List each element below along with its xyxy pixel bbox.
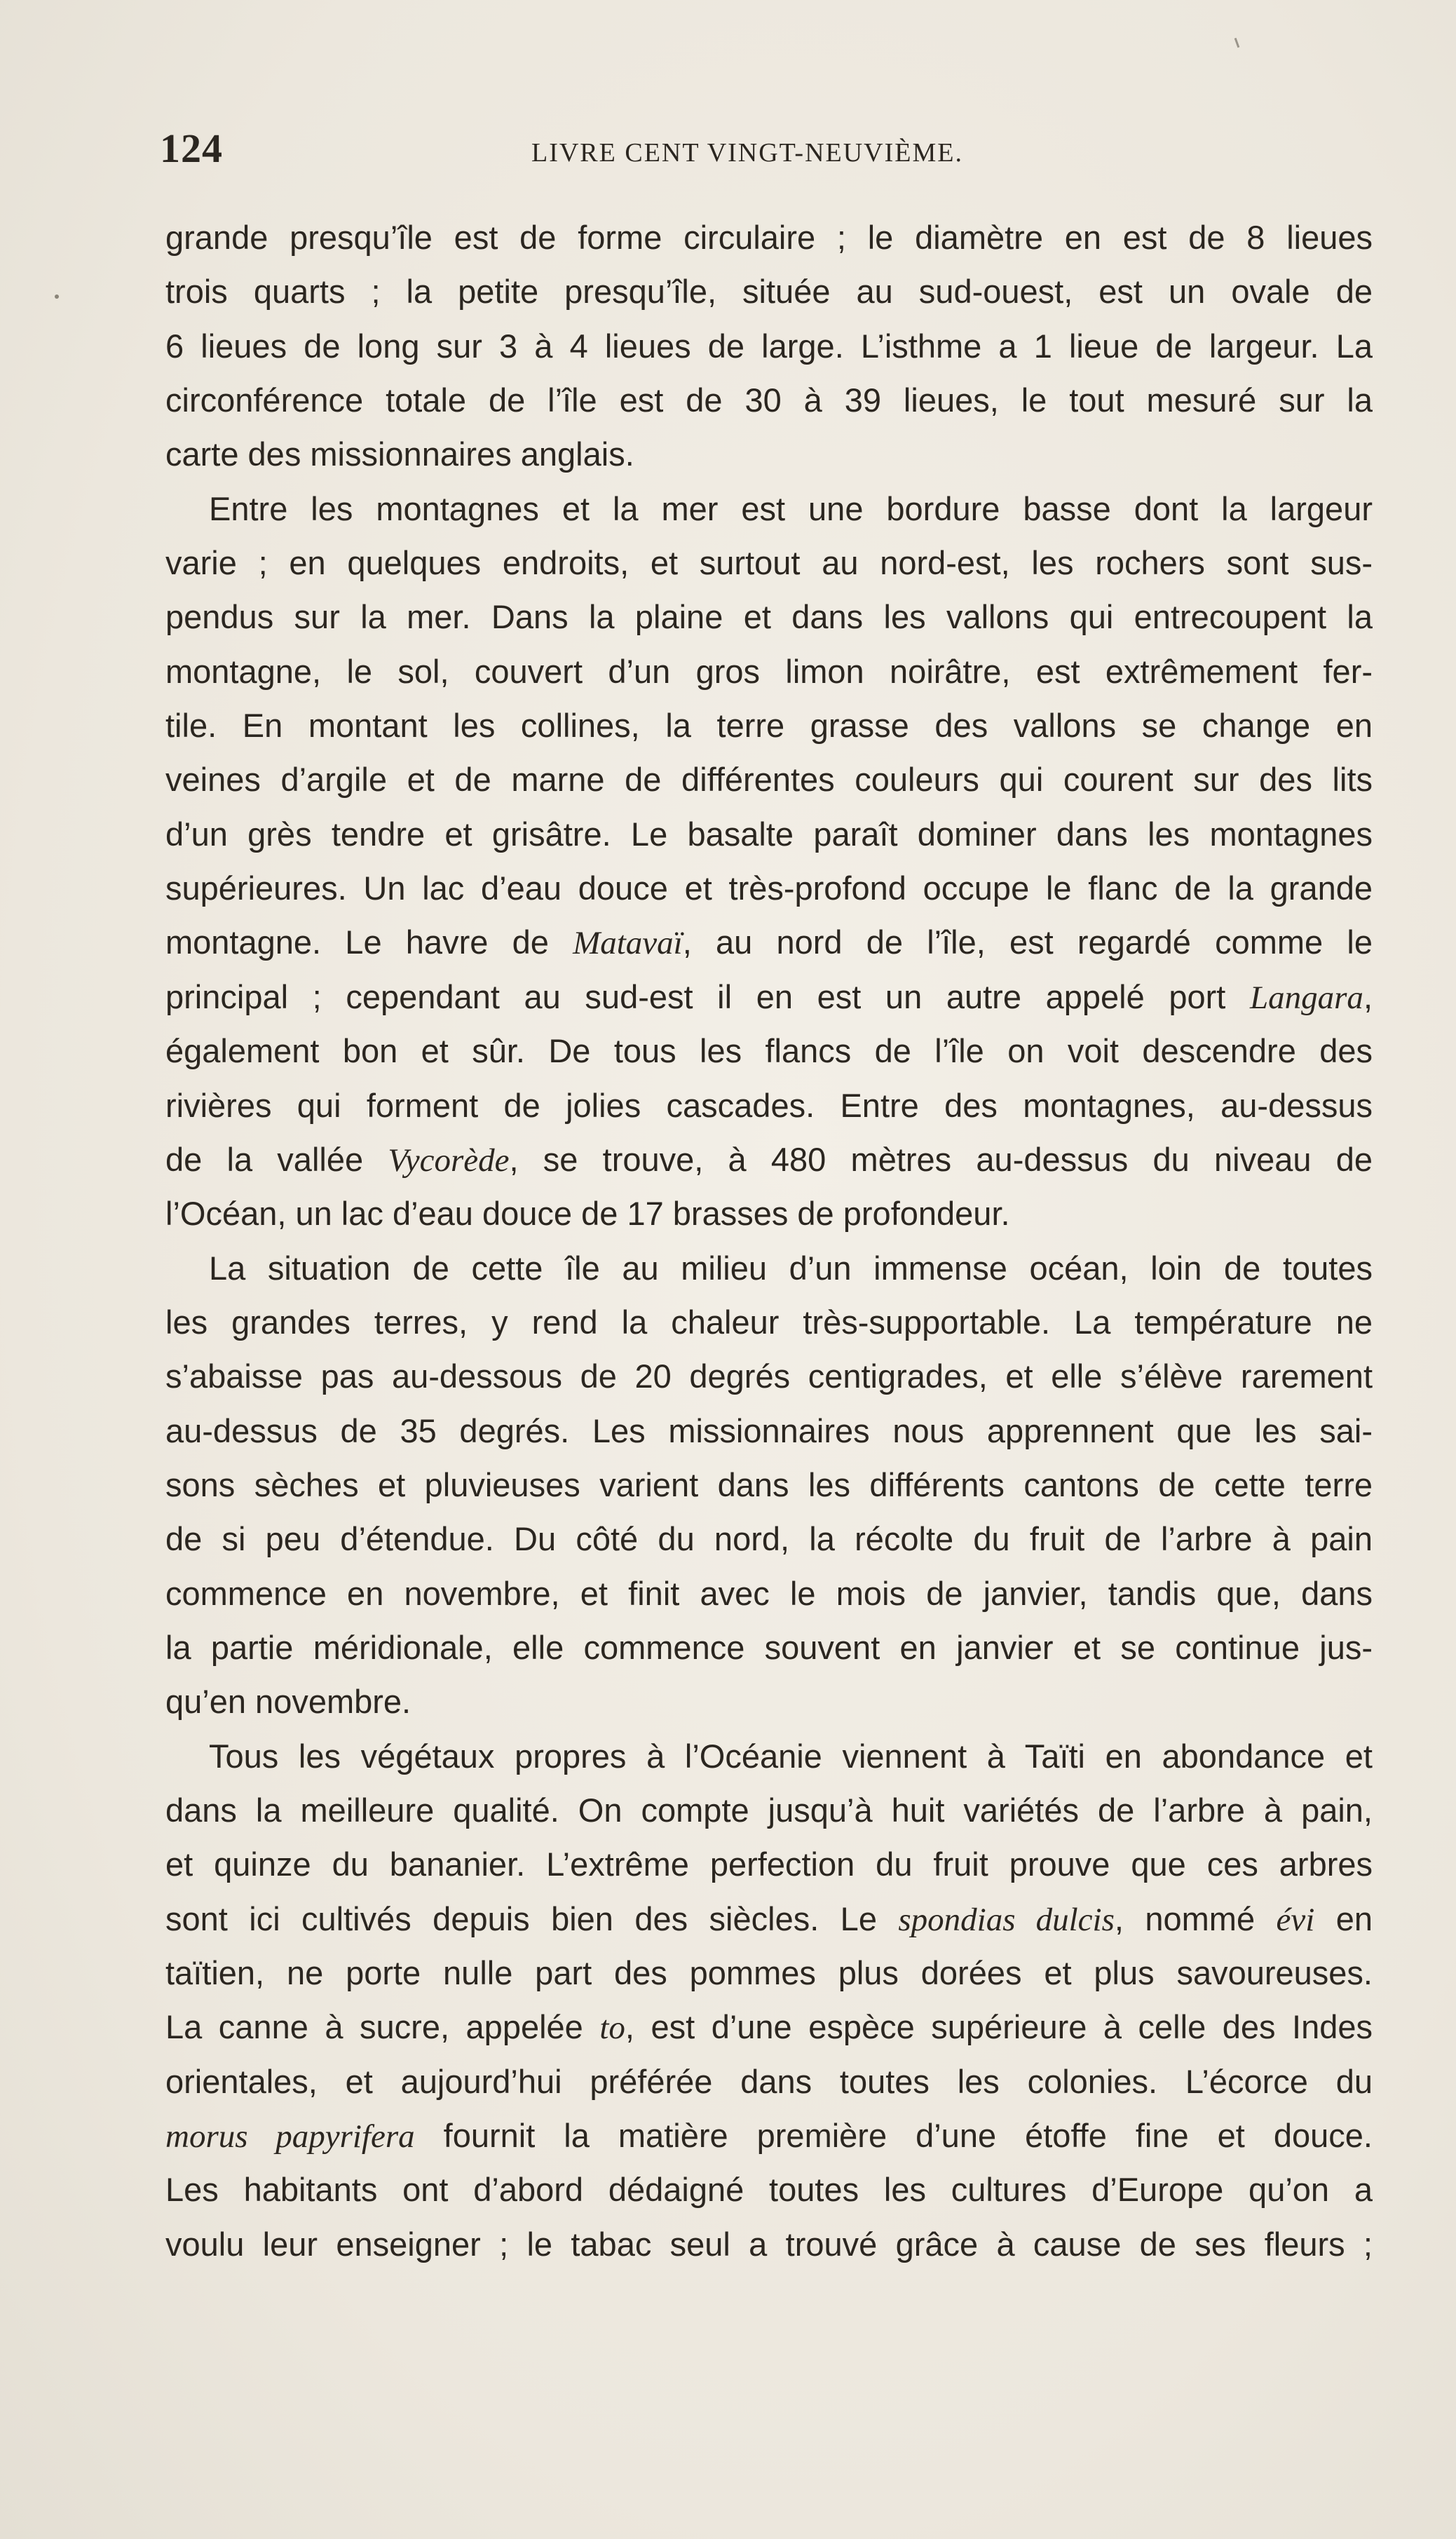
text-line: orientales, et aujourd’hui préférée dans toutes les colonies. L’écorce du [165, 2062, 1373, 2100]
text-line: carte des missionnaires anglais. [165, 435, 634, 473]
text-line: montagne. Le havre de Matavaï, au nord de l’île, est regardé comme le [165, 923, 1373, 962]
text-line: taïtien, ne porte nulle part des pommes plus dorées et plus savoureuses. [165, 1954, 1373, 1991]
text-line: Les habitants ont d’abord dédaigné toutes les cultures d’Europe qu’on a [165, 2171, 1373, 2209]
text-line: pendus sur la mer. Dans la plaine et dans les vallons qui entrecoupent la [165, 598, 1373, 636]
body-text [165, 210, 1373, 2271]
paragraph [165, 482, 1373, 1241]
text-line: également bon et sûr. De tous les flancs de l’île on voit descendre des [165, 1032, 1373, 1070]
text-line: montagne, le sol, couvert d’un gros limon noirâtre, est extrêmement fer- [165, 652, 1373, 690]
paragraph [165, 1241, 1373, 1729]
paper-speck [1234, 38, 1240, 48]
running-head: LIVRE CENT VINGT-NEUVIÈME. [531, 138, 963, 168]
text-line: d’un grès tendre et grisâtre. Le basalte paraît dominer dans les montagnes [165, 815, 1373, 853]
text-line: sons sèches et pluvieuses varient dans les différents cantons de cette terre [165, 1465, 1373, 1503]
text-line: rivières qui forment de jolies cascades. Entre des montagnes, au-dessus [165, 1086, 1373, 1124]
text-line: Entre les montagnes et la mer est une bordure basse dont la largeur [209, 489, 1373, 527]
text-line: la partie méridionale, elle commence souvent en janvier et se continue jus- [165, 1628, 1373, 1666]
page-number: 124 [160, 126, 223, 171]
text-line: morus papyrifera fournit la matière première d’une étoffe fine et douce. [165, 2117, 1373, 2155]
text-line: principal ; cependant au sud-est il en est un autre appelé port Langara, [165, 977, 1373, 1016]
paper-speck [55, 294, 59, 299]
text-line: La situation de cette île au milieu d’un immense océan, loin de toutes [209, 1249, 1373, 1287]
text-line: l’Océan, un lac d’eau douce de 17 brasses de profondeur. [165, 1195, 1010, 1233]
text-line: circonférence totale de l’île est de 30 à 39 lieues, le tout mesuré sur la [165, 381, 1373, 419]
text-line: au-dessus de 35 degrés. Les missionnaires nous apprennent que les sai- [165, 1411, 1373, 1449]
text-line: trois quarts ; la petite presqu’île, située au sud-ouest, est un ovale de [165, 273, 1373, 311]
paragraph [165, 210, 1373, 482]
text-line: tile. En montant les collines, la terre grasse des vallons se change en [165, 707, 1373, 745]
page-header [160, 125, 1376, 181]
text-line: La canne à sucre, appelée to, est d’une espèce supérieure à celle des Indes [165, 2008, 1373, 2047]
text-line: veines d’argile et de marne de différentes couleurs qui courent sur des lits [165, 761, 1373, 799]
text-line: 6 lieues de long sur 3 à 4 lieues de large. L’isthme a 1 lieue de largeur. La [165, 327, 1373, 365]
text-line: s’abaisse pas au-dessous de 20 degrés centigrades, et elle s’élève rarement [165, 1357, 1373, 1395]
text-line: commence en novembre, et finit avec le mois de janvier, tandis que, dans [165, 1574, 1373, 1612]
text-line: les grandes terres, y rend la chaleur très-supportable. La température ne [165, 1303, 1373, 1341]
text-line: sont ici cultivés depuis bien des siècles. Le spondias dulcis, nommé évi en [165, 1900, 1373, 1938]
text-line: de la vallée Vycorède, se trouve, à 480 mètres au-dessus du niveau de [165, 1140, 1373, 1179]
paragraph [165, 1729, 1373, 2271]
text-line: de si peu d’étendue. Du côté du nord, la récolte du fruit de l’arbre à pain [165, 1520, 1373, 1558]
text-line: Tous les végétaux propres à l’Océanie viennent à Taïti en abondance et [209, 1737, 1373, 1775]
text-line: qu’en novembre. [165, 1683, 411, 1721]
text-line: grande presqu’île est de forme circulaire ; le diamètre en est de 8 lieues [165, 219, 1373, 256]
text-line: dans la meilleure qualité. On compte jusqu’à huit variétés de l’arbre à pain, [165, 1791, 1373, 1829]
text-line: varie ; en quelques endroits, et surtout au nord-est, les rochers sont sus- [165, 544, 1373, 582]
text-line: supérieures. Un lac d’eau douce et très-profond occupe le flanc de la grande [165, 869, 1373, 907]
text-line: voulu leur enseigner ; le tabac seul a trouvé grâce à cause de ses fleurs ; [165, 2225, 1373, 2263]
text-line: et quinze du bananier. L’extrême perfection du fruit prouve que ces arbres [165, 1846, 1373, 1883]
